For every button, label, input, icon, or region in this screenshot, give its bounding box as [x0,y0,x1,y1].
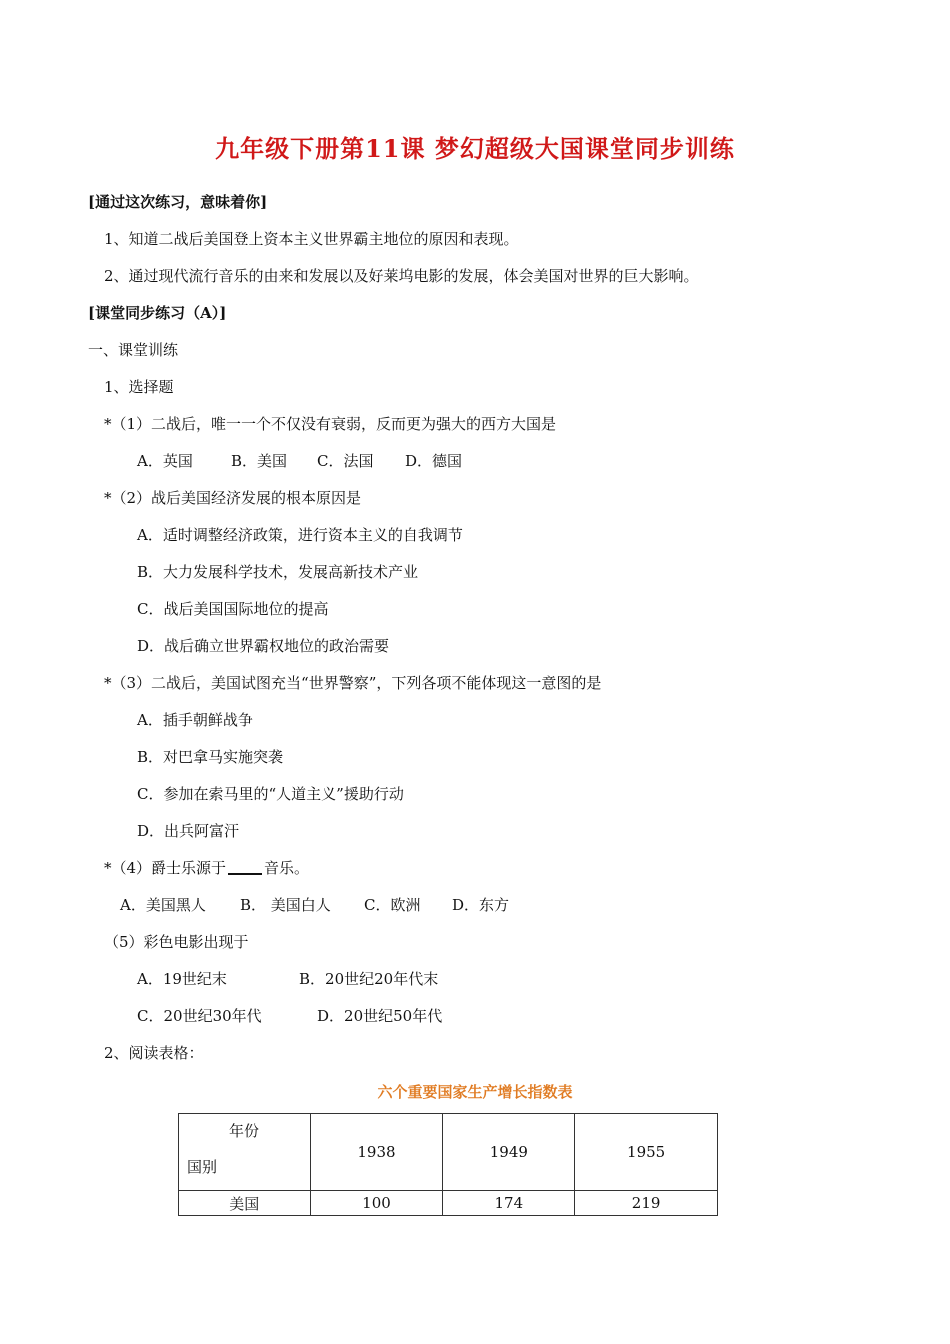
option: A．美国黑人 [120,896,206,914]
value-cell: 219 [575,1191,718,1216]
option: B．对巴拿马实施突袭 [137,748,284,766]
option: C．参加在索马里的“人道主义”援助行动 [137,785,404,803]
subsection-heading: 1、选择题 [104,378,174,396]
objective-item: 1、知道二战后美国登上资本主义世界霸主地位的原因和表现。 [104,230,519,248]
question-stem: *（3）二战后，美国试图充当“世界警察”，下列各项不能体现这一意图的是 [104,674,602,692]
objectives-heading: [通过这次练习，意味着你] [88,193,268,211]
question-options [137,1006,442,1026]
option: A．19世纪末 [137,970,227,988]
question-stem: （5）彩色电影出现于 [104,933,249,951]
option: A．英国 [137,452,193,470]
objective-item: 2、通过现代流行音乐的由来和发展以及好莱坞电影的发展，体会美国对世界的巨大影响。 [104,267,699,285]
question-stem [104,858,309,878]
option: B．美国 [231,452,288,470]
growth-index-table [178,1113,718,1216]
option: D．20世纪50年代 [317,1007,443,1025]
option: A．插手朝鲜战争 [137,711,253,729]
stem-after: 音乐。 [264,859,310,877]
value-cell: 100 [310,1191,443,1216]
option: C．战后美国国际地位的提高 [137,600,329,618]
table-header-row [179,1114,718,1191]
question-stem: *（1）二战后，唯一一个不仅没有衰弱，反而更为强大的西方大国是 [104,415,557,433]
question-options [120,895,509,915]
country-cell: 美国 [179,1191,311,1216]
option: B．20世纪20年代末 [299,970,439,988]
question-options [137,969,438,989]
answer-blank [228,859,262,875]
part-heading: 一、课堂训练 [88,341,179,359]
practice-heading: [课堂同步练习（A）] [88,304,227,322]
option: D．战后确立世界霸权地位的政治需要 [137,637,390,655]
year-header: 1938 [310,1114,443,1191]
stem-before: *（4）爵士乐源于 [104,859,227,877]
option: C．20世纪30年代 [137,1007,262,1025]
page-title: 九年级下册第11课 梦幻超级大国课堂同步训练 [215,134,735,163]
table-row [179,1191,718,1216]
option: B． 美国白人 [240,896,331,914]
option: D．东方 [452,896,510,914]
option: C．法国 [317,452,374,470]
corner-cell [179,1114,311,1191]
question-options [137,451,462,471]
corner-country-label: 国别 [187,1158,218,1176]
subsection-heading: 2、阅读表格： [104,1044,204,1062]
corner-year-label: 年份 [229,1122,260,1140]
year-header: 1949 [443,1114,575,1191]
option: D．德国 [405,452,463,470]
option: D．出兵阿富汗 [137,822,240,840]
option: C．欧洲 [364,896,421,914]
year-header: 1955 [575,1114,718,1191]
table-title: 六个重要国家生产增长指数表 [377,1083,573,1101]
value-cell: 174 [443,1191,575,1216]
question-stem: *（2）战后美国经济发展的根本原因是 [104,489,362,507]
option: A．适时调整经济政策，进行资本主义的自我调节 [137,526,463,544]
option: B．大力发展科学技术，发展高新技术产业 [137,563,419,581]
